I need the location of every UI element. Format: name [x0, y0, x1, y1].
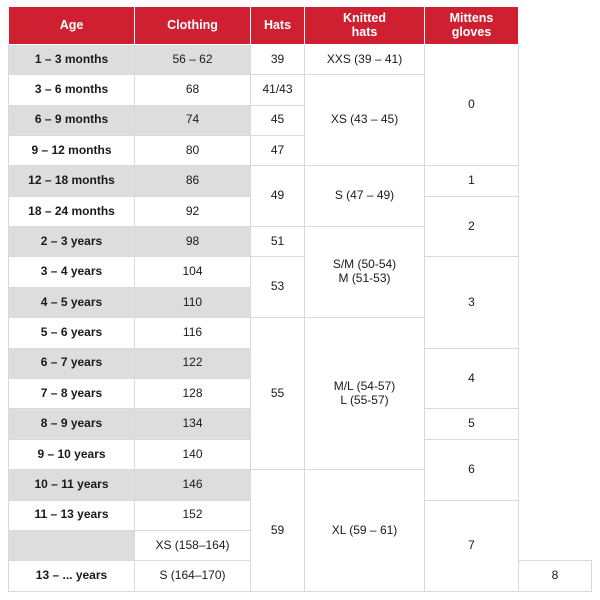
cell-clothing: 140 — [135, 439, 251, 469]
cell-clothing: 104 — [135, 257, 251, 287]
cell-knitted-hats: XS (43 – 45) — [305, 75, 425, 166]
knitted-hats-line2: L (55-57) — [340, 392, 389, 407]
cell-clothing: 80 — [135, 135, 251, 165]
table-body — [9, 44, 592, 591]
cell-hats: 39 — [251, 44, 305, 74]
cell-clothing: S (164–170) — [135, 561, 251, 592]
cell-knitted-hats — [305, 227, 425, 318]
cell-age: 6 – 7 years — [9, 348, 135, 378]
column-header-age: Age — [9, 7, 135, 45]
cell-age: 3 – 6 months — [9, 75, 135, 105]
cell-clothing: 98 — [135, 227, 251, 257]
cell-clothing: XS (158–164) — [135, 531, 251, 561]
cell-age: 9 – 10 years — [9, 439, 135, 469]
column-header-mittens-gloves-line2: gloves — [451, 25, 492, 40]
column-header-knitted-hats — [305, 7, 425, 45]
cell-age: 6 – 9 months — [9, 105, 135, 135]
cell-knitted-hats: S (47 – 49) — [305, 166, 425, 227]
cell-mittens-gloves: 1 — [425, 166, 519, 196]
cell-age: 7 – 8 years — [9, 379, 135, 409]
cell-clothing: 110 — [135, 287, 251, 317]
cell-clothing: 122 — [135, 348, 251, 378]
cell-knitted-hats — [305, 318, 425, 470]
cell-hats: 41/43 — [251, 75, 305, 105]
cell-hats: 47 — [251, 135, 305, 165]
cell-mittens-gloves: 3 — [425, 257, 519, 348]
cell-knitted-hats: XXS (39 – 41) — [305, 44, 425, 74]
column-header-knitted-hats-line1: Knitted — [342, 11, 387, 25]
column-header-hats: Hats — [251, 7, 305, 45]
cell-age — [9, 531, 135, 561]
cell-age: 3 – 4 years — [9, 257, 135, 287]
column-header-clothing: Clothing — [135, 7, 251, 45]
cell-age: 13 – ... years — [9, 561, 135, 592]
cell-hats: 53 — [251, 257, 305, 318]
cell-hats: 55 — [251, 318, 305, 470]
cell-hats: 51 — [251, 227, 305, 257]
cell-mittens-gloves: 7 — [425, 500, 519, 591]
knitted-hats-line1: S/M (50-54) — [332, 257, 397, 272]
cell-mittens-gloves: 5 — [425, 409, 519, 439]
cell-age: 9 – 12 months — [9, 135, 135, 165]
table-row — [9, 44, 592, 74]
table-row — [9, 166, 592, 196]
column-header-mittens-gloves — [425, 7, 519, 45]
cell-hats: 45 — [251, 105, 305, 135]
cell-clothing: 134 — [135, 409, 251, 439]
cell-clothing: 152 — [135, 500, 251, 530]
knitted-hats-line2: M (51-53) — [338, 271, 391, 286]
cell-clothing: 146 — [135, 470, 251, 500]
table-row — [9, 257, 592, 287]
cell-clothing: 92 — [135, 196, 251, 226]
table-header-row — [9, 7, 592, 45]
cell-clothing: 74 — [135, 105, 251, 135]
table-header — [9, 7, 592, 45]
cell-age: 2 – 3 years — [9, 227, 135, 257]
knitted-hats-line1: M/L (54-57) — [333, 378, 396, 393]
cell-clothing: 68 — [135, 75, 251, 105]
cell-clothing: 56 – 62 — [135, 44, 251, 74]
cell-age: 10 – 11 years — [9, 470, 135, 500]
cell-age: 8 – 9 years — [9, 409, 135, 439]
cell-clothing: 86 — [135, 166, 251, 196]
cell-clothing: 128 — [135, 379, 251, 409]
cell-age: 1 – 3 months — [9, 44, 135, 74]
cell-mittens-gloves: 2 — [425, 196, 519, 257]
cell-age: 12 – 18 months — [9, 166, 135, 196]
cell-mittens-gloves: 0 — [425, 44, 519, 166]
cell-age: 18 – 24 months — [9, 196, 135, 226]
cell-clothing: 116 — [135, 318, 251, 348]
cell-age: 5 – 6 years — [9, 318, 135, 348]
cell-age: 4 – 5 years — [9, 287, 135, 317]
cell-hats: 49 — [251, 166, 305, 227]
cell-knitted-hats: XL (59 – 61) — [305, 470, 425, 592]
cell-mittens-gloves: 4 — [425, 348, 519, 409]
size-table — [8, 6, 592, 592]
cell-hats: 59 — [251, 470, 305, 592]
column-header-knitted-hats-line2: hats — [351, 25, 378, 40]
cell-age: 11 – 13 years — [9, 500, 135, 530]
column-header-mittens-gloves-line1: Mittens — [449, 11, 494, 25]
cell-mittens-gloves: 8 — [519, 561, 592, 592]
cell-mittens-gloves: 6 — [425, 439, 519, 500]
